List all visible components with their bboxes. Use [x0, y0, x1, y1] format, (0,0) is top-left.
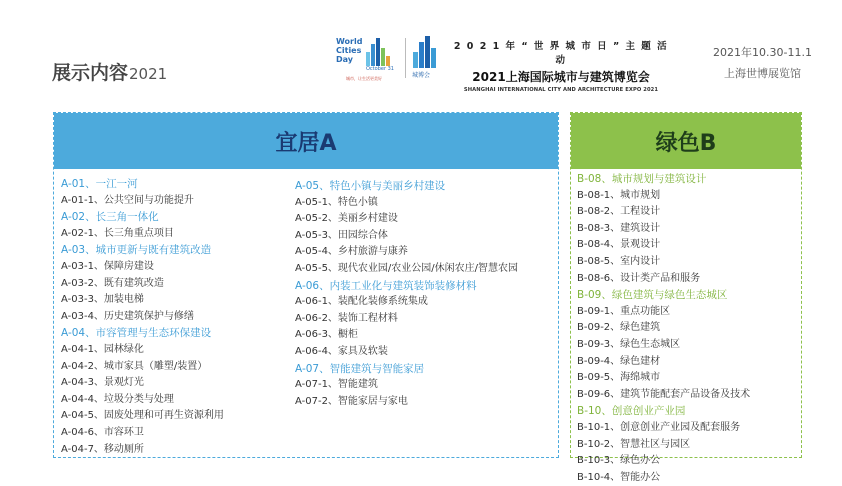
expo-english-title: SHANGHAI INTERNATIONAL CITY AND ARCHITECTURE EXPO 2021: [463, 87, 659, 93]
category-heading: A-03、城市更新与既有建筑改造: [61, 244, 212, 257]
event-venue: 上海世博展览馆: [724, 67, 802, 80]
list-item: A-05-4、乡村旅游与康养: [295, 246, 408, 258]
list-item: B-08-3、建筑设计: [577, 222, 661, 234]
wcd-slogan: 城市，让生活更美好: [346, 76, 382, 81]
category-heading: A-07、智能建筑与智能家居: [295, 362, 425, 375]
list-item: A-07-2、智能家居与家电: [295, 395, 408, 407]
list-item: A-03-3、加装电梯: [61, 294, 144, 306]
list-item: B-08-5、室内设计: [577, 255, 661, 267]
list-item: B-09-6、建筑节能配套产品设备及技术: [577, 388, 751, 400]
list-item: B-08-6、设计类产品和服务: [577, 272, 701, 284]
list-item: A-04-6、市容环卫: [61, 426, 144, 438]
list-item: B-09-4、绿色建材: [577, 355, 661, 367]
list-item: B-10-2、智慧社区与园区: [577, 438, 691, 450]
page-title-text: 展示内容: [52, 62, 129, 84]
list-item: B-08-2、工程设计: [577, 206, 661, 218]
list-item: A-06-4、家具及软装: [295, 345, 388, 357]
list-item: B-10-4、智能办公: [577, 471, 661, 483]
list-item: A-04-2、城市家具（雕塑/装置）: [61, 360, 208, 372]
category-heading: A-06、内装工业化与建筑装饰装修材料: [295, 279, 477, 292]
category-heading: B-09、绿色建筑与绿色生态城区: [577, 289, 728, 302]
livable-column-1: [61, 176, 224, 458]
list-item: A-04-1、园林绿化: [61, 343, 144, 355]
panel-livable-header: 宜居A: [54, 113, 558, 169]
list-item: A-04-7、移动厕所: [61, 443, 144, 455]
list-item: A-06-2、装饰工程材料: [295, 312, 398, 324]
list-item: A-03-4、历史建筑保护与修缮: [61, 310, 194, 322]
event-date: 2021年10.30-11.1: [713, 46, 812, 59]
green-column: [577, 171, 750, 486]
expo-logo-label: 城博会: [412, 72, 431, 79]
list-item: B-09-3、绿色生态城区: [577, 338, 681, 350]
list-item: A-06-3、橱柜: [295, 329, 358, 341]
page-title: [52, 58, 167, 85]
list-item: A-05-5、现代农业园/农业公园/休闲农庄/智慧农园: [295, 262, 519, 274]
list-item: A-05-2、美丽乡村建设: [295, 213, 398, 225]
event-info: [713, 42, 812, 84]
expo-header: [452, 38, 670, 93]
list-item: A-04-5、固废处理和可再生资源利用: [61, 410, 224, 422]
category-heading: A-05、特色小镇与美丽乡村建设: [295, 180, 446, 192]
list-item: A-03-1、保障房建设: [61, 260, 154, 272]
list-item: A-05-1、特色小镇: [295, 196, 378, 208]
list-item: A-03-2、既有建筑改造: [61, 277, 164, 289]
category-heading: B-08、城市规划与建筑设计: [577, 173, 707, 185]
list-item: A-02-1、长三角重点项目: [61, 227, 174, 239]
wcd-date: October 31: [366, 66, 394, 72]
livable-column-2: [295, 178, 518, 410]
list-item: B-09-5、海绵城市: [577, 372, 661, 384]
list-item: A-07-1、智能建筑: [295, 379, 378, 391]
world-cities-day-logo: [336, 36, 396, 80]
list-item: B-08-1、城市规划: [577, 189, 661, 201]
list-item: A-05-3、田园综合体: [295, 229, 388, 241]
list-item: A-01-1、公共空间与功能提升: [61, 194, 194, 206]
skyline-icon: [366, 38, 390, 66]
list-item: A-06-1、装配化装修系统集成: [295, 296, 428, 308]
list-item: B-09-2、绿色建筑: [577, 322, 661, 334]
list-item: B-10-1、创意创业产业园及配套服务: [577, 421, 741, 433]
expo-title: 2021上海国际城市与建筑博览会: [472, 70, 650, 84]
wcd-line-2: Cities: [336, 46, 362, 55]
category-heading: A-01、一江一河: [61, 178, 138, 190]
expo-logo: [410, 36, 442, 78]
category-heading: A-02、长三角一体化: [61, 211, 159, 224]
list-item: A-04-4、垃圾分类与处理: [61, 393, 174, 405]
panel-green-header: 绿色B: [571, 113, 801, 169]
list-item: B-10-3、绿色办公: [577, 455, 661, 467]
list-item: B-09-1、重点功能区: [577, 305, 671, 317]
category-heading: B-10、创意创业产业园: [577, 405, 686, 418]
expo-subtitle: 2 0 2 1 年 “ 世 界 城 市 日 ” 主 题 活 动: [453, 41, 669, 66]
category-heading: A-04、市容管理与生态环保建设: [61, 327, 212, 340]
wcd-line-1: World: [336, 37, 363, 46]
list-item: A-04-3、景观灯光: [61, 377, 144, 389]
logo-divider: [405, 38, 406, 78]
page-title-year: 2021: [129, 65, 168, 83]
list-item: B-08-4、景观设计: [577, 239, 661, 251]
wcd-line-3: Day: [336, 55, 354, 64]
